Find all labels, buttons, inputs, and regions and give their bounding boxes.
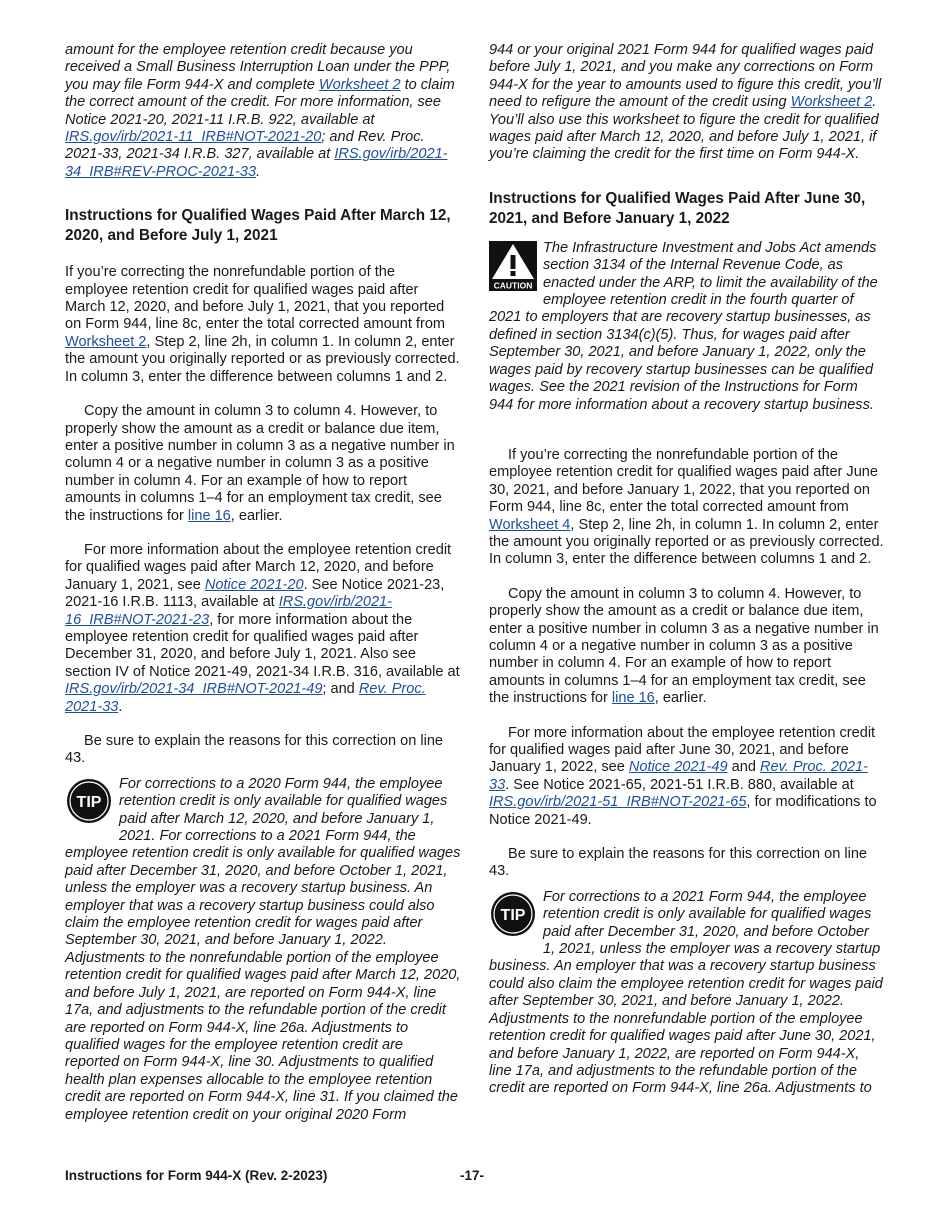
- caution-icon: [489, 241, 537, 296]
- tip-icon: [489, 890, 537, 943]
- page-number: -17-: [460, 1168, 485, 1183]
- tip-note: [65, 776, 461, 1124]
- rev-proc-2021-33-link[interactable]: Rev. Proc. 2021-33: [65, 681, 426, 715]
- notice-2021-20-link[interactable]: Notice 2021-20: [204, 576, 304, 593]
- notice-2021-20-url-link[interactable]: IRS.gov/irb/2021-11_IRB#NOT-2021-20: [65, 129, 322, 146]
- worksheet-2-link[interactable]: Worksheet 2: [790, 94, 873, 111]
- body-paragraph: Be sure to explain the reasons for this correction on line 43.: [65, 733, 444, 767]
- section-heading-march-2020: Instructions for Qualified Wages Paid After March 12, 2020, and Before July 1, 2021: [65, 207, 451, 245]
- notice-2021-23-url-link[interactable]: IRS.gov/irb/2021-16_IRB#NOT-2021-23: [65, 594, 392, 628]
- right-column: [489, 42, 885, 1118]
- body-paragraph: If you’re correcting the nonrefundable portion of the employee retention credit for qualified wages paid after June 30, 2021, and before January 1, 2022, that you reported on Form 944, line 8c, enter the total corrected amount from Worksheet 4, Step 2, line 2h, in column 1. In column 2, enter the amount you originally reported or as previously corrected. In column 3, enter the difference between columns 1 and 2.: [489, 446, 884, 568]
- body-paragraph: For more information about the employee retention credit for qualified wages paid after March 12, 2020, and before January 1, 2021, see Notice 2021-20. See Notice 2021-23, 2021-16 I.R.B. 1113, available at IRS.gov/irb/2021-16_IRB#NOT-2021-23, for more information about the employee retention credit for qualified wages paid after December 31, 2020, and before July 1, 2021. Also see section IV of Notice 2021-49, 2021-34 I.R.B. 316, available at IRS.gov/irb/2021-34_IRB#NOT-2021-49; and Rev. Proc. 2021-33.: [65, 541, 460, 715]
- tip-note: [489, 889, 885, 1098]
- body-paragraph: If you’re correcting the nonrefundable portion of the employee retention credit for qualified wages paid after March 12, 2020, and before July 1, 2021, that you reported on Form 944, line 8c, enter the total corrected amount from Worksheet 2, Step 2, line 2h, in column 1. In column 2, enter the amount you originally reported or as previously corrected. In column 3, enter the difference between columns 1 and 2.: [65, 264, 460, 385]
- worksheet-2-link[interactable]: Worksheet 2: [65, 333, 147, 350]
- caution-note: [489, 240, 885, 414]
- notice-2021-49-link[interactable]: Notice 2021-49: [628, 759, 728, 776]
- line-16-link[interactable]: line 16: [187, 507, 231, 524]
- tip-icon: [65, 777, 113, 830]
- body-paragraph: For more information about the employee retention credit for qualified wages paid after June 30, 2021, and before January 1, 2022, see Notice 2021-49 and Rev. Proc. 2021-33. See Notice 2021-65, 2021-51 I.R.B. 880, available at IRS.gov/irb/2021-51_IRB#NOT-2021-65, for modifications to Notice 2021-49.: [489, 724, 877, 828]
- caution-text: The Infrastructure Investment and Jobs Act amends section 3134 of the Internal Revenue Code, as enacted under the ARP, to limit the availability of the employee retention credit in the fourth quarter of 2021 to employers that are recovery startup businesses, as defined in section 3134(c)(5). Thus, for wages paid after September 30, 2021, and before January 1, 2022, only the wages paid by recovery startup businesses can be qualified wages. See the 2021 revision of the Instructions for Form 944 for more information about a recovery startup business.: [489, 239, 878, 413]
- rev-proc-2021-33-url-link[interactable]: IRS.gov/irb/2021-34_IRB#REV-PROC-2021-33: [65, 146, 448, 180]
- notice-2021-65-url-link[interactable]: IRS.gov/irb/2021-51_IRB#NOT-2021-65: [489, 794, 747, 811]
- notice-2021-49-url-link[interactable]: IRS.gov/irb/2021-34_IRB#NOT-2021-49: [65, 681, 323, 698]
- left-column: [65, 42, 461, 1144]
- footer-title: Instructions for Form 944-X (Rev. 2-2023): [65, 1168, 328, 1183]
- page-footer: [65, 1168, 887, 1183]
- tip-text: For corrections to a 2020 Form 944, the employee retention credit is only available for qualified wages paid after March 12, 2020, and before January 1, 2021. For corrections to a 2021 Form 944, the employee retention credit is only available for qualified wages paid after December 31, 2020, and before October 1, 2021, unless the employer was a recovery startup business. An employer that was a recovery startup business could also claim the employee retention credit for wages paid after September 30, 2021, and before January 1, 2022. Adjustments to the nonrefundable portion of the employee retention credit for qualified wages paid after March 12, 2020, and before July 1, 2021, are reported on Form 944-X, line 17a, and adjustments to the refundable portion of the credit are reported on Form 944-X, line 26a. Adjustments to qualified wages for the employee retention credit are reported on Form 944-X, line 30. Adjustments to qualified health plan expenses allocable to the employee retention credit are reported on Form 944-X, line 31. If you claimed the employee retention credit on your original 2020 Form: [65, 775, 461, 1123]
- rev-proc-2021-33-link[interactable]: Rev. Proc. 2021-33: [489, 759, 869, 793]
- svg-text:CAUTION: CAUTION: [493, 280, 533, 291]
- body-paragraph: Copy the amount in column 3 to column 4. However, to properly show the amount as a credit or balance due item, enter a positive number in column 3 as a negative number in column 4 or a negative number in column 3 as a positive number in column 4. For an example of how to report amounts in columns 1–4 for an employment tax credit, see the instructions for line 16, earlier.: [489, 585, 879, 707]
- continued-paragraph: amount for the employee retention credit because you received a Small Business Interruption Loan under the PPP, you may file Form 944-X and complete Worksheet 2 to claim the correct amount of the credit. For more information, see Notice 2021-20, 2021-11 I.R.B. 922, available at IRS.gov/irb/2021-11_IRB#NOT-2021-20; and Rev. Proc. 2021-33, 2021-34 I.R.B. 327, available at IRS.gov/irb/2021-34_IRB#REV-PROC-2021-33.: [65, 42, 455, 180]
- section-heading-june-2021: Instructions for Qualified Wages Paid After June 30, 2021, and Before January 1, 2022: [489, 189, 866, 227]
- line-16-link[interactable]: line 16: [611, 690, 655, 707]
- continued-paragraph: 944 or your original 2021 Form 944 for qualified wages paid before July 1, 2021, and you make any corrections on Form 944-X for the year to amounts used to figure this credit, you’ll need to refigure the amount of the credit using Worksheet 2. You’ll also use this worksheet to figure the credit for qualified wages paid after March 12, 2020, and before July 1, 2021, if you’re claiming the credit for the first time on Form 944-X.: [489, 42, 882, 163]
- body-paragraph: Copy the amount in column 3 to column 4. However, to properly show the amount as a credit or balance due item, enter a positive number in column 3 as a negative number in column 4 or a negative number in column 3 as a positive number in column 4. For an example of how to report amounts in columns 1–4 for an employment tax credit, see the instructions for line 16, earlier.: [65, 403, 455, 524]
- body-paragraph: Be sure to explain the reasons for this correction on line 43.: [489, 846, 868, 880]
- worksheet-4-link[interactable]: Worksheet 4: [489, 516, 571, 533]
- svg-text:TIP: TIP: [500, 906, 526, 924]
- worksheet-2-link[interactable]: Worksheet 2: [318, 76, 401, 93]
- tip-text: For corrections to a 2021 Form 944, the employee retention credit is only available for qualified wages paid after December 31, 2020, and before October 1, 2021, unless the employer was a recovery startup business. An employer that was a recovery startup business could also claim the employee retention credit for wages paid after September 30, 2021, and before January 1, 2022. Adjustments to the nonrefundable portion of the employee retention credit for qualified wages paid after June 30, 2021, and before January 1, 2022, are reported on Form 944-X, line 17a, and adjustments to the refundable portion of the credit are reported on Form 944-X, line 26a. Adjustments to: [489, 888, 883, 1097]
- svg-text:TIP: TIP: [76, 793, 102, 811]
